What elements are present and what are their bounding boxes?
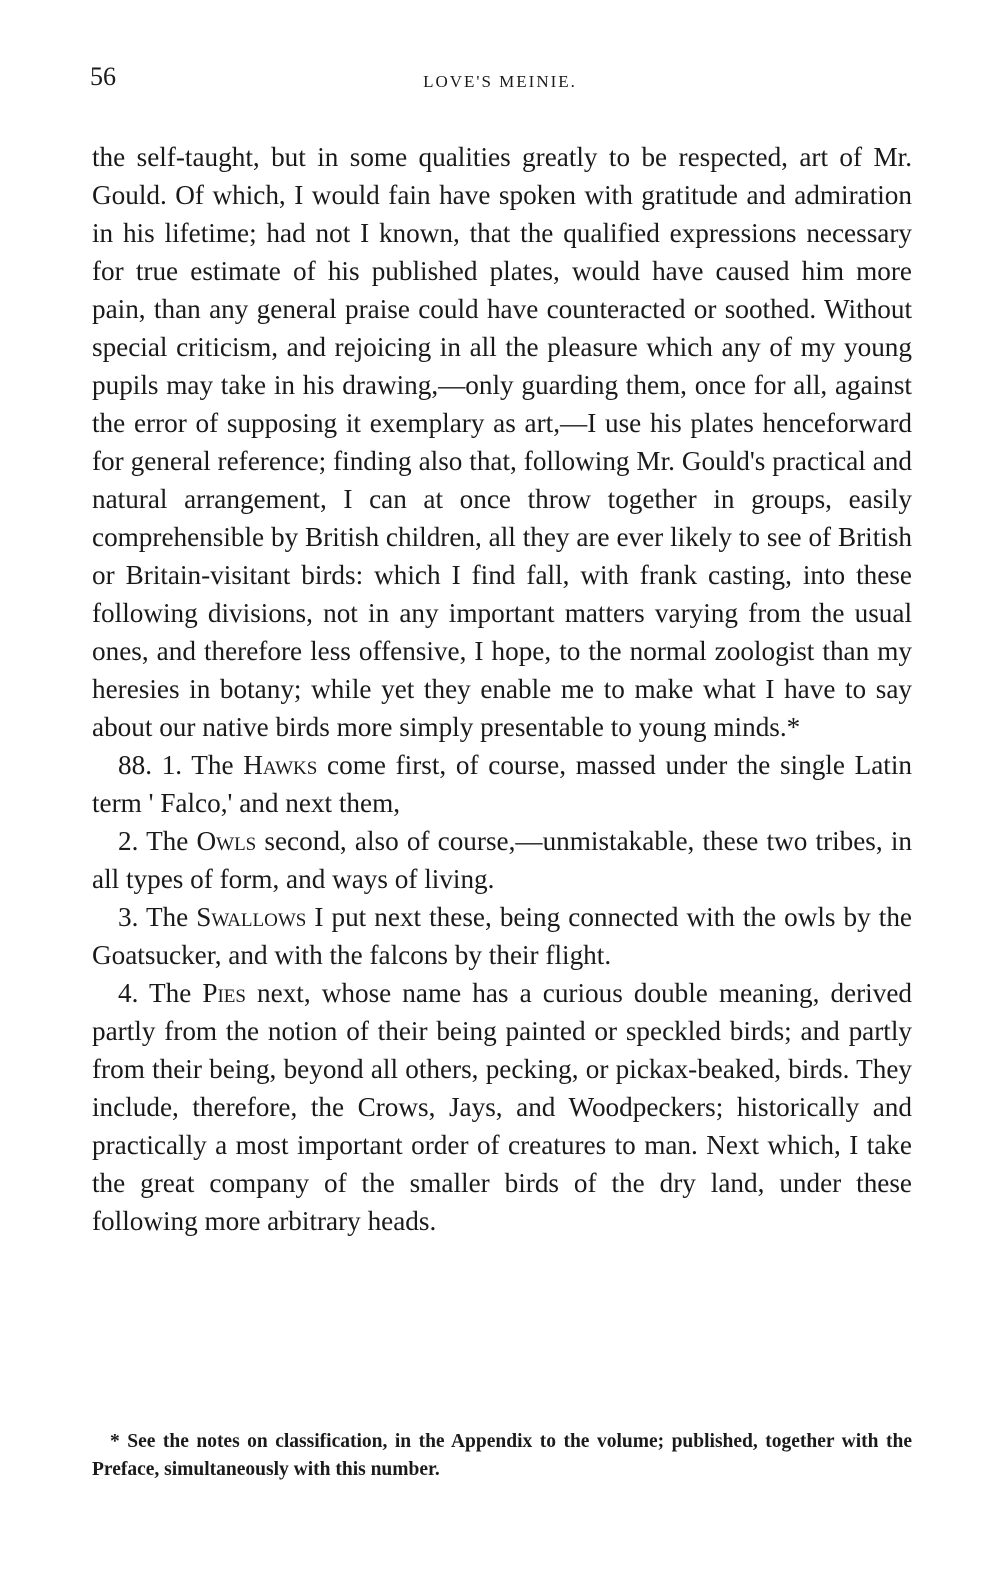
paragraph-suffix: second, also of course,—unmistakable, these two tribes, in all types of form, and ways of living. — [92, 826, 912, 894]
paragraph-suffix: I put next these, being connected with the owls by the Goatsucker, and with the falcons by their flight. — [92, 902, 912, 970]
paragraph-prefix: 2. The — [118, 826, 197, 856]
page-number: 56 — [90, 62, 116, 91]
paragraph-owls — [92, 822, 912, 898]
paragraph-prefix: 4. The — [118, 978, 203, 1008]
paragraph-suffix: next, whose name has a curious double meaning, derived partly from the notion of their being painted or speckled birds; and partly from their being, beyond all others, pecking, or pickax-beaked, birds. They include, therefore, the Crows, Jays, and Woodpeckers; historically and practically a most important order of creatures to man. Next which, I take the great company of the smaller birds of the dry land, under these following more arbitrary heads. — [92, 978, 912, 1236]
term-pies: Pies — [202, 978, 246, 1008]
term-swallows: Swallows — [196, 902, 307, 932]
running-title: LOVE'S MEINIE. — [423, 72, 577, 91]
body-text — [92, 138, 912, 1240]
paragraph-continuation: the self-taught, but in some qualities greatly to be respected, art of Mr. Gould. Of which, I would fain have spoken with gratitude and admiration in his lifetime; had not I known, that the qualified expressions necessary for true estimate of his published plates, would have caused him more pain, than any general praise could have counteracted or soothed. Without special criticism, and rejoicing in all the pleasure which any of my young pupils may take in his drawing,—only guarding them, once for all, against the error of supposing it exemplary as art,—I use his plates henceforward for general reference; finding also that, following Mr. Gould's practical and natural arrangement, I can at once throw together in groups, easily comprehensible by British children, all they are ever likely to see of British or Britain-visitant birds: which I find fall, with frank casting, into these following divisions, not in any important matters varying from the usual ones, and therefore less offensive, I hope, to the normal zoologist than my heresies in botany; while yet they enable me to make what I have to say about our native birds more simply presentable to young minds.* — [92, 142, 912, 742]
paragraph-swallows — [92, 898, 912, 974]
paragraph-hawks — [92, 746, 912, 822]
paragraph-prefix: 3. The — [118, 902, 197, 932]
page-header — [90, 62, 910, 102]
paragraph-pies — [92, 974, 912, 1240]
paragraph-prefix: 88. 1. The — [118, 750, 244, 780]
term-hawks: Hawks — [243, 750, 318, 780]
footnote: * See the notes on classification, in the Appendix to the volume; published, together with the Preface, simultaneously with this number. — [92, 1431, 912, 1480]
term-owls: Owls — [196, 826, 257, 856]
paragraph-suffix: come first, of course, massed under the single Latin term ' Falco,' and next them, — [92, 750, 912, 818]
